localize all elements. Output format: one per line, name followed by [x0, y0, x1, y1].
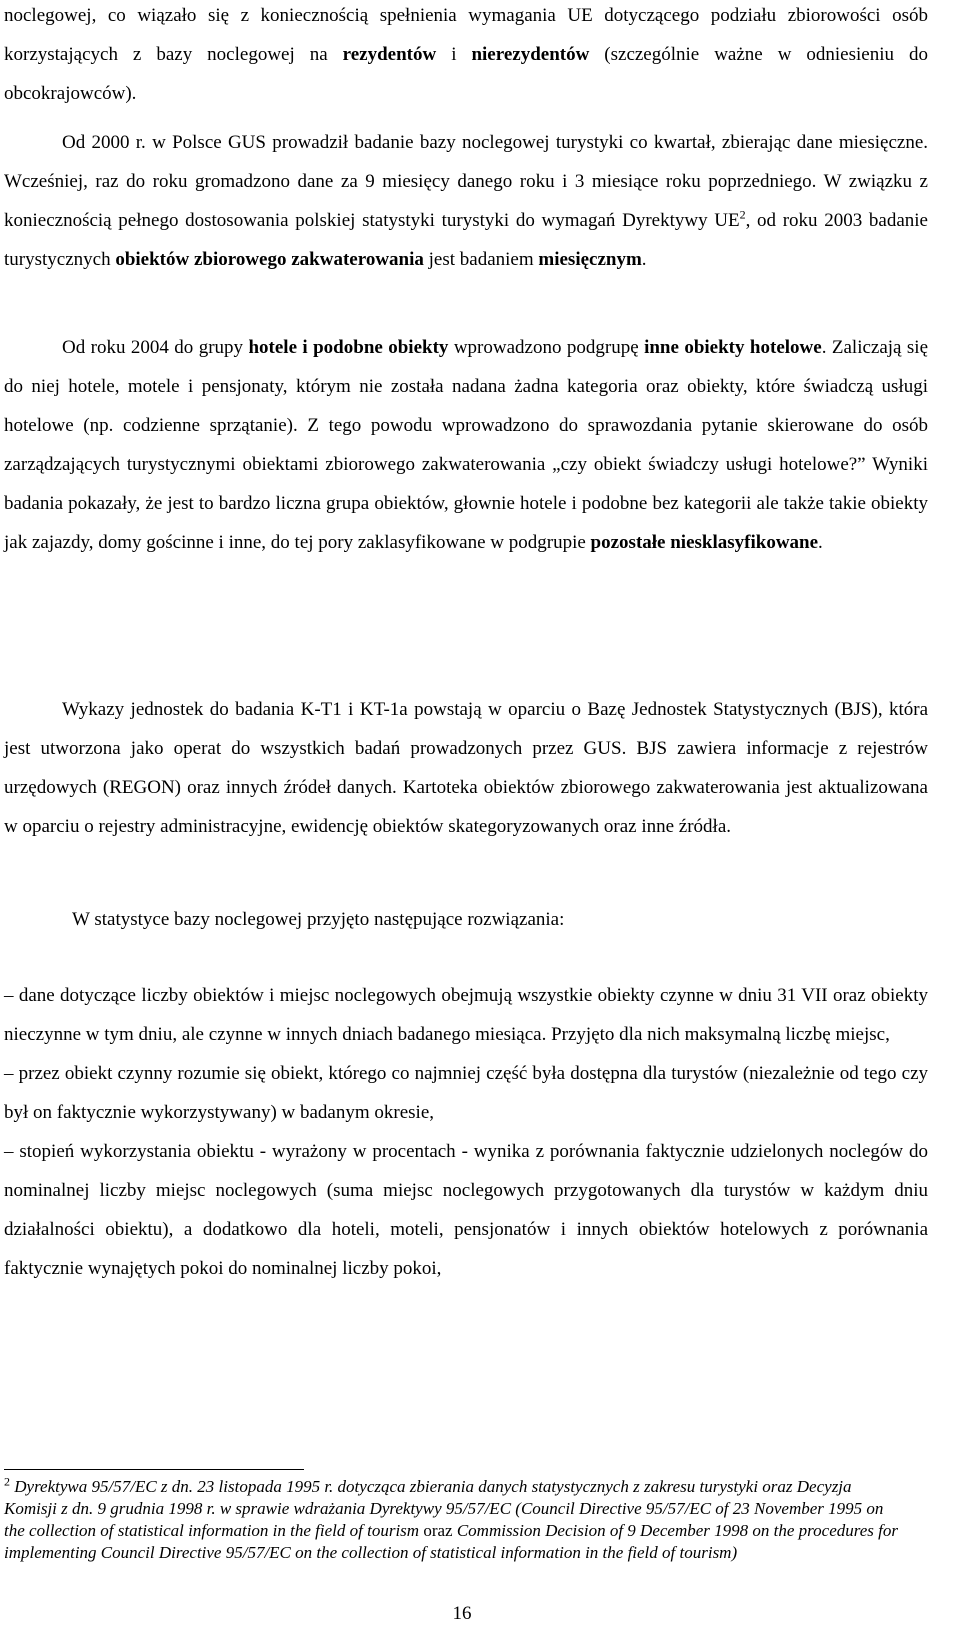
text: i — [436, 44, 472, 65]
bold-text: obiektów zbiorowego zakwaterowania — [115, 249, 424, 270]
list-item: – stopień wykorzystania obiektu - wyrażony w procentach - wynika z porównania faktycznie udzielonych noclegów do nominalnej liczby miejsc noclegowych (suma miejsc noclegowych przygotowanych dla turystów w każdym dniu działalności obiektu), a dodatkowo dla hoteli, moteli, pensjonatów i innych obiektów hotelowych z porównania faktycznie wynajętych pokoi do nominalnej liczby pokoi, — [4, 1141, 928, 1279]
text: (szczególnie ważne w odniesieniu do obcokrajowców). — [4, 44, 928, 104]
bold-text: hotele i podobne obiekty — [248, 337, 449, 358]
page-number: 16 — [452, 1603, 472, 1624]
bold-text: rezydentów — [342, 44, 437, 65]
paragraph-residents — [4, 0, 928, 113]
bold-text: miesięcznym — [538, 249, 642, 270]
paragraph-monthly-survey — [4, 123, 928, 279]
bold-text: inne obiekty hotelowe — [644, 337, 822, 358]
text: noclegowej, co wiązało się z koniecznością spełnienia wymagania UE dotyczącego podziału zbiorowości osób korzystających z bazy noclegowej na — [4, 5, 928, 65]
text: , od roku 2003 badanie turystycznych — [4, 210, 928, 270]
text: Od 2000 r. w Polsce GUS prowadził badanie bazy noclegowej turystyki co kwartał, zbierając dane miesięczne. Wcześniej, raz do roku gromadzono dane za 9 miesięcy danego roku i 3 miesiące roku poprzedniego. W związku z koniecznością pełnego dostosowania polskiej statystyki turystyki do wymagań Dyrektywy UE — [4, 132, 928, 231]
footnote-text: Commission Decision of 9 December 1998 on the procedures for implementing Council Directive 95/57/EC on the collection of statistical information in the field of tourism) — [4, 1521, 898, 1562]
footnote-ref: 2 — [739, 207, 746, 222]
text: . Zaliczają się do niej hotele, motele i pensjonaty, którym nie została nadana żadna kategoria oraz obiekty, które świadczą usługi hotelowe (np. codzienne sprzątanie). Z tego powodu wprowadzono do sprawozdania pytanie skierowane do osób zarządzających turystycznymi obiektami zbiorowego zakwaterowania „czy obiekt świadczy usługi hotelowe?” Wyniki badania pokazały, że jest to bardzo liczna grupa obiektów, głownie hotele i podobne bez kategorii ale także takie obiekty jak zajazdy, domy gościnne i inne, do tej pory zaklasyfikowane w podgrupie — [4, 337, 929, 553]
text: jest badaniem — [423, 249, 539, 270]
text: . — [818, 532, 823, 553]
text: . — [641, 249, 647, 270]
paragraph-hotel-subgroup — [4, 328, 928, 562]
footnote-separator — [4, 1469, 304, 1470]
solutions-list — [4, 976, 928, 1288]
bold-text: pozostałe niesklasyfikowane — [590, 532, 819, 553]
text: wprowadzono podgrupę — [448, 337, 645, 358]
footnote-conjunction: oraz — [423, 1521, 453, 1540]
paragraph-bjs: Wykazy jednostek do badania K-T1 i KT-1a powstają w oparciu o Bazę Jednostek Statystycznych (BJS), która jest utworzona jako operat do wszystkich badań prowadzonych przez GUS. BJS zawiera informacje z rejestrów urzędowych (REGON) oraz innych źródeł danych. Kartoteka obiektów zbiorowego zakwaterowania jest aktualizowana w oparciu o rejestry administracyjne, ewidencję obiektów skategoryzowanych oraz inne źródła. — [4, 699, 928, 837]
list-item: – przez obiekt czynny rozumie się obiekt, którego co najmniej część była dostępna dla turystów (niezależnie od tego czy był on faktycznie wykorzystywany) w badanym okresie, — [4, 1063, 928, 1123]
footnote — [4, 1476, 904, 1564]
footnote-number: 2 — [4, 1474, 10, 1489]
footnote-text: Dyrektywa 95/57/EC z dn. 23 listopada 1995 r. dotycząca zbierania danych statystycznych z zakresu turystyki oraz Decyzja Komisji z dn. 9 grudnia 1998 r. w sprawie wdrażania Dyrektywy 95/57/EC (Council Directive 95/57/EC of 23 November 1995 on the collection of statistical information in the field of tourism — [4, 1477, 884, 1540]
list-item: – dane dotyczące liczby obiektów i miejsc noclegowych obejmują wszystkie obiekty czynne w dniu 31 VII oraz obiekty nieczynne w tym dniu, ale czynne w innych dniach badanego miesiąca. Przyjęto dla nich maksymalną liczbę miejsc, — [4, 985, 928, 1045]
bold-text: nierezydentów — [471, 44, 590, 65]
text: Od roku 2004 do grupy — [62, 337, 249, 358]
paragraph-solutions-intro: W statystyce bazy noclegowej przyjęto następujące rozwiązania: — [72, 909, 565, 930]
